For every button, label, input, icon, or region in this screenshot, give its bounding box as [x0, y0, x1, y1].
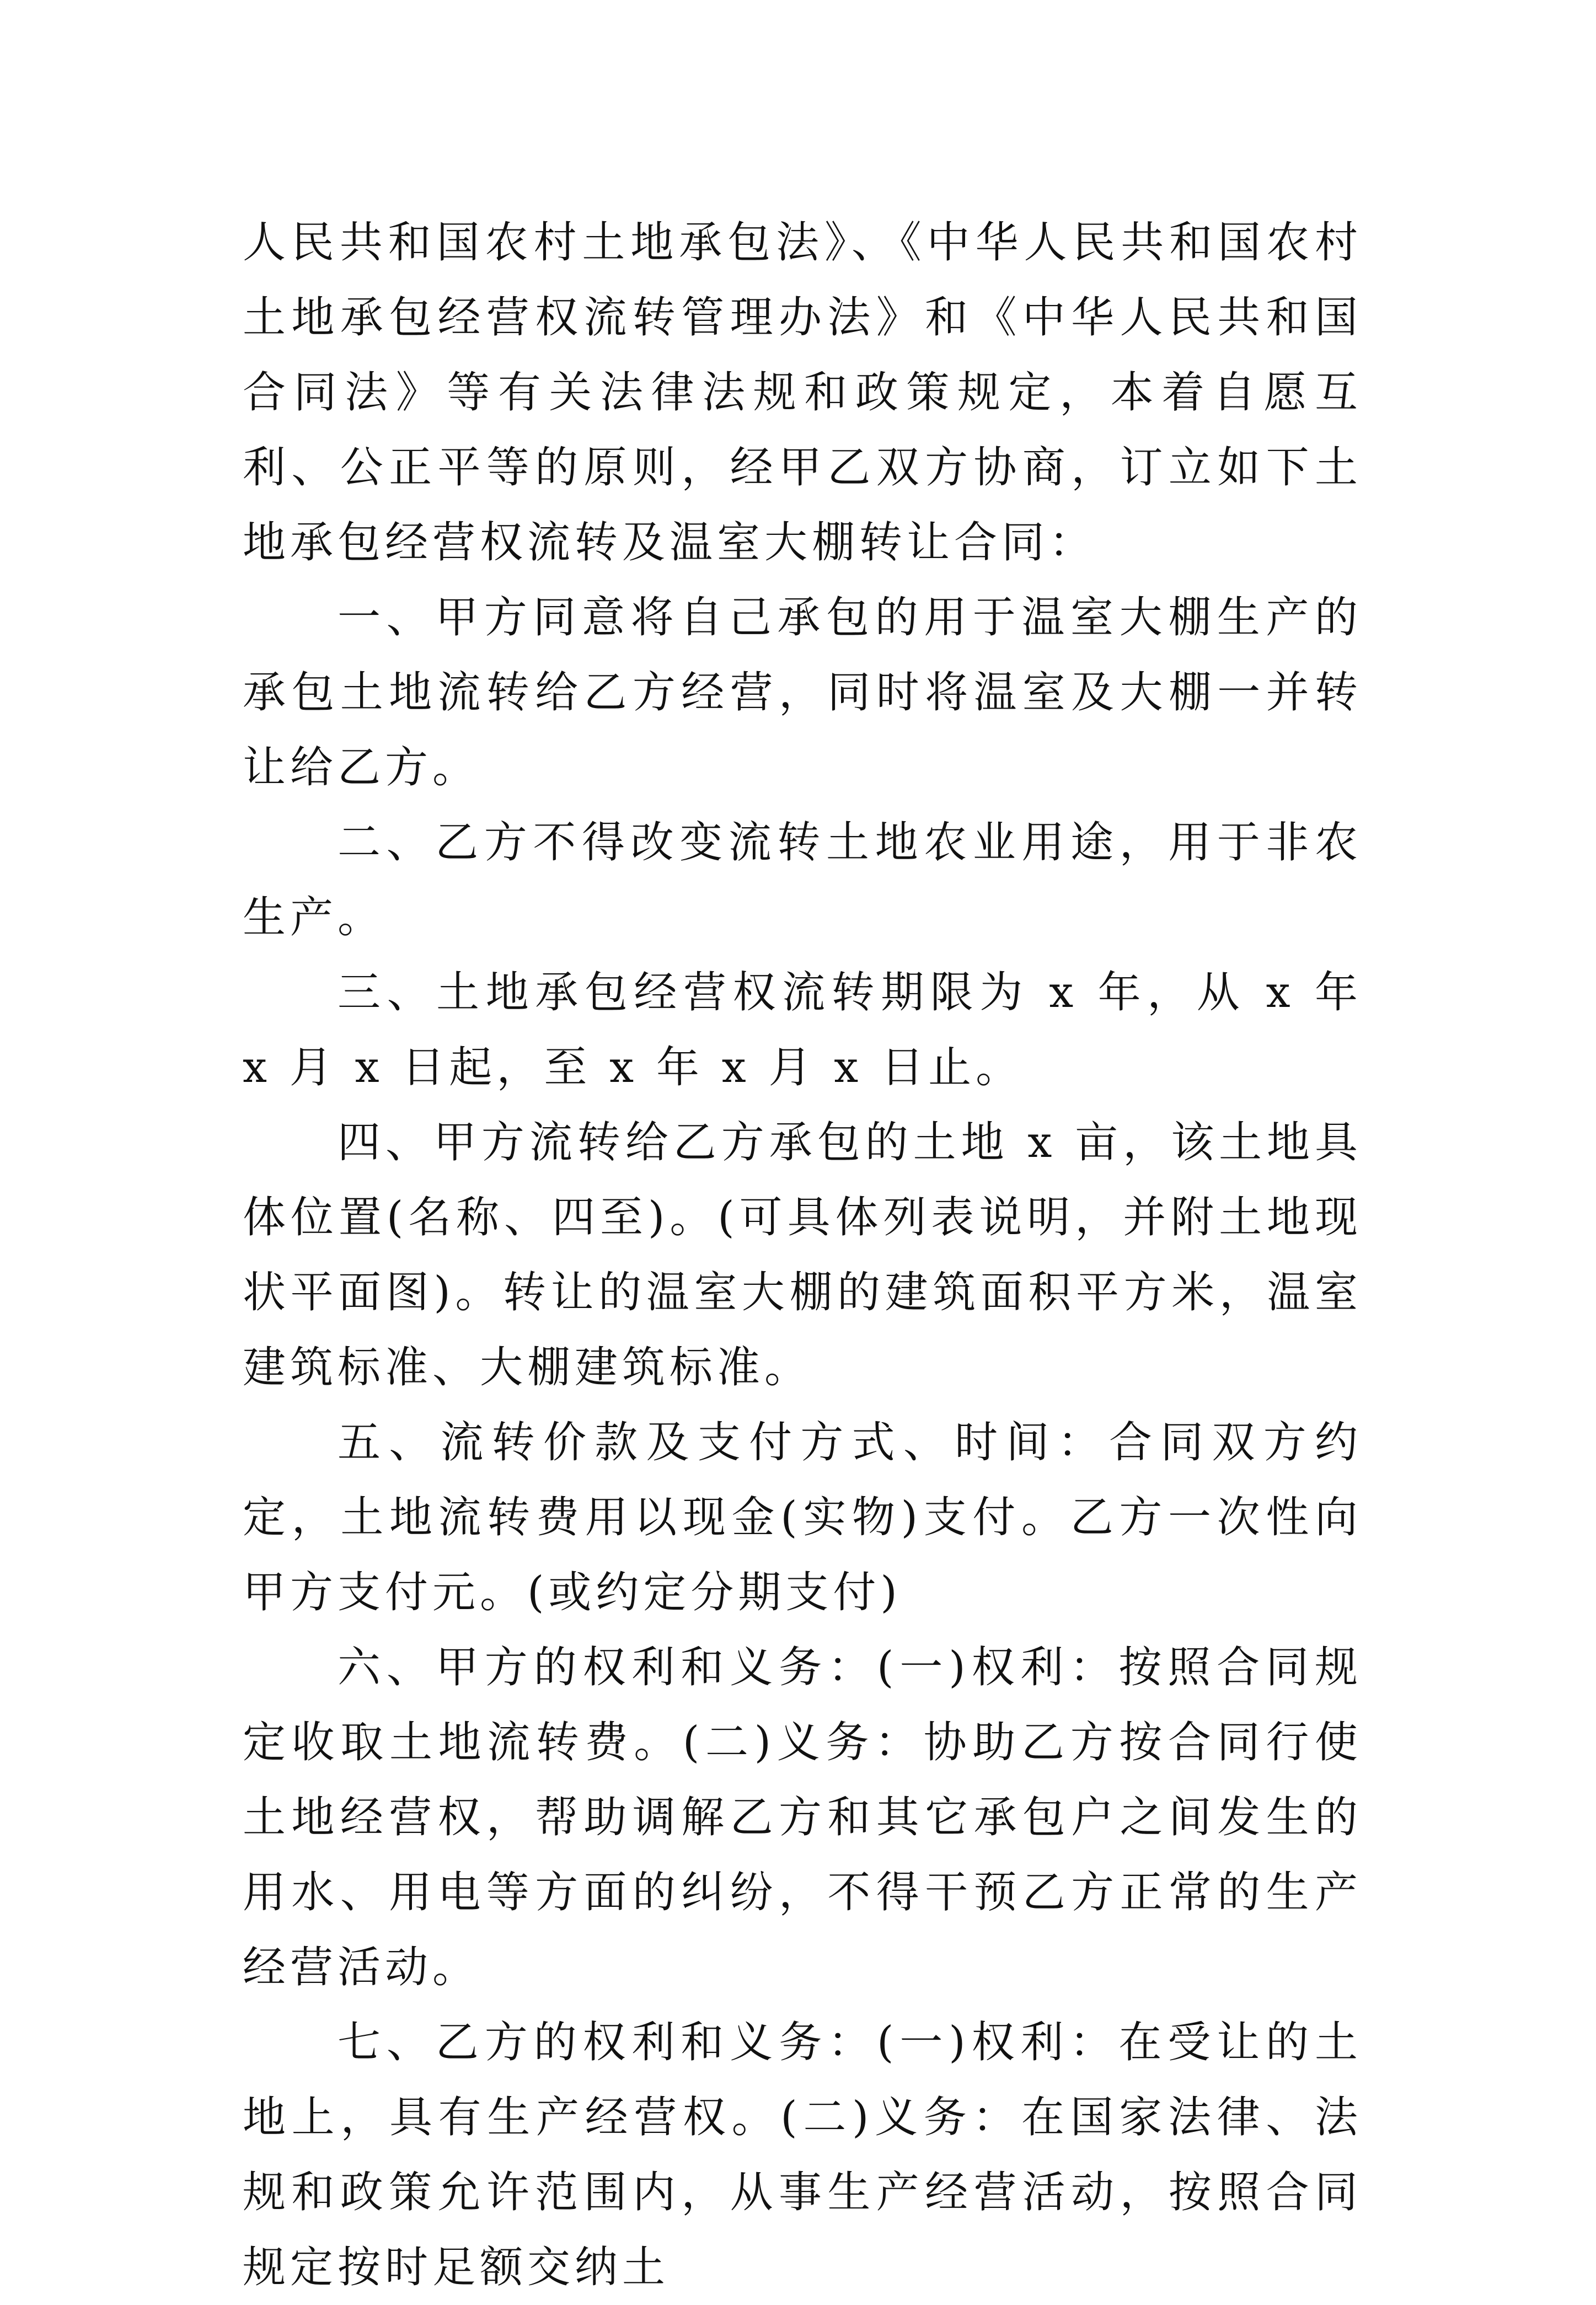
paragraph-clause-2: 二、乙方不得改变流转土地农业用途，用于非农生产。: [243, 818, 1362, 942]
paragraph-preamble-continued: 人民共和国农村土地承包法》、《中华人民共和国农村土地承包经营权流转管理办法》和《中华人民共和国合同法》等有关法律法规和政策规定，本着自愿互利、公正平等的原则，经甲乙双方协商，订立如下土地承包经营权流转及温室大棚转让合同：: [243, 218, 1362, 567]
contract-text-body: [243, 205, 1362, 2305]
paragraph-clause-1: 一、甲方同意将自己承包的用于温室大棚生产的承包土地流转给乙方经营，同时将温室及大棚一并转让给乙方。: [243, 593, 1362, 792]
paragraph-clause-7: 七、乙方的权利和义务：(一)权利：在受让的土地上，具有生产经营权。(二)义务：在国家法律、法规和政策允许范围内，从事生产经营活动，按照合同规定按时足额交纳土: [243, 2018, 1362, 2292]
paragraph-clause-5: 五、流转价款及支付方式、时间：合同双方约定，土地流转费用以现金(实物)支付。乙方一次性向甲方支付元。(或约定分期支付): [243, 1418, 1362, 1617]
paragraph-clause-3: 三、土地承包经营权流转期限为 x 年，从 x 年 x 月 x 日起，至 x 年 x 月 x 日止。: [243, 968, 1362, 1092]
paragraph-clause-4: 四、甲方流转给乙方承包的土地 x 亩，该土地具体位置(名称、四至)。(可具体列表说明，并附土地现状平面图)。转让的温室大棚的建筑面积平方米，温室建筑标准、大棚建筑标准。: [243, 1118, 1362, 1392]
paragraph-clause-6: 六、甲方的权利和义务：(一)权利：按照合同规定收取土地流转费。(二)义务：协助乙方按合同行使土地经营权，帮助调解乙方和其它承包户之间发生的用水、用电等方面的纠纷，不得干预乙方正常的生产经营活动。: [243, 1643, 1362, 1992]
